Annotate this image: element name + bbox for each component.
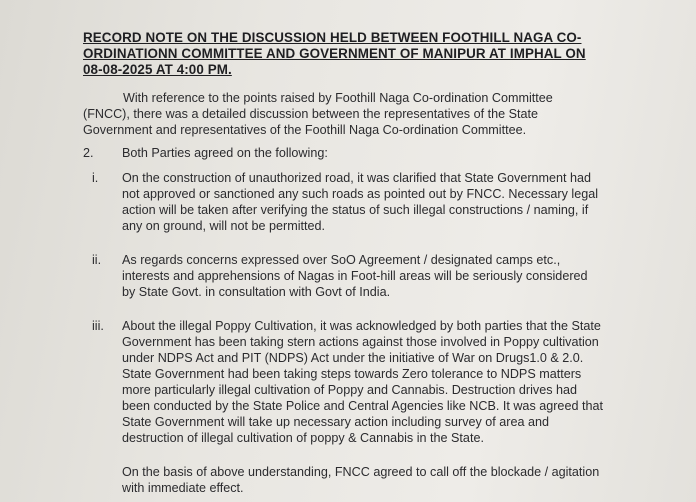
point-2-heading: Both Parties agreed on the following: (122, 146, 328, 160)
intro-paragraph: With reference to the points raised by Foothill Naga Co-ordination Committee (FNCC), there was a detailed discussion between the representatives of the State Government and representatives of the Foothill Naga Co-ordination Committee. (83, 91, 553, 137)
item-ii-text: As regards concerns expressed over SoO Agreement / designated camps etc., interests and apprehensions of Nagas in Foot-hill areas will be seriously considered by State Govt. in consultation with Govt of India. (122, 253, 588, 299)
item-iii-number: iii. (92, 319, 104, 333)
document-title: RECORD NOTE ON THE DISCUSSION HELD BETWEEN FOOTHILL NAGA CO-ORDINATIONN COMMITTEE AND GOVERNMENT OF MANIPUR AT IMPHAL ON 08-08-2025 AT 4:00 PM. (83, 30, 586, 77)
item-i-text: On the construction of unauthorized road, it was clarified that State Government had not approved or sanctioned any such roads as pointed out by FNCC. Necessary legal action will be taken after verifying the status of such illegal constructions / naming, if any on ground, will not be permitted. (122, 171, 599, 233)
point-2-number: 2. (83, 146, 94, 160)
conclusion-paragraph: On the basis of above understanding, FNCC agreed to call off the blockade / agitation with immediate effect. (122, 465, 600, 495)
item-i-number: i. (92, 171, 99, 185)
item-ii-number: ii. (92, 253, 102, 267)
item-iii-text: About the illegal Poppy Cultivation, it was acknowledged by both parties that the State Government has been taking stern actions against those involved in Poppy cultivation under NDPS Act and PIT (NDPS) Act under the initiative of War on Drugs1.0 & 2.0. State Government had been taking steps towards Zero tolerance to NDPS matters more particularly illegal cultivation of Poppy and Cannabis. Destruction drives had been conducted by the State Police and Central Agencies like NCB. It was agreed that State Government will take up necessary action including survey of area and destruction of illegal cultivation of poppy & Cannabis in the State. (122, 319, 603, 445)
